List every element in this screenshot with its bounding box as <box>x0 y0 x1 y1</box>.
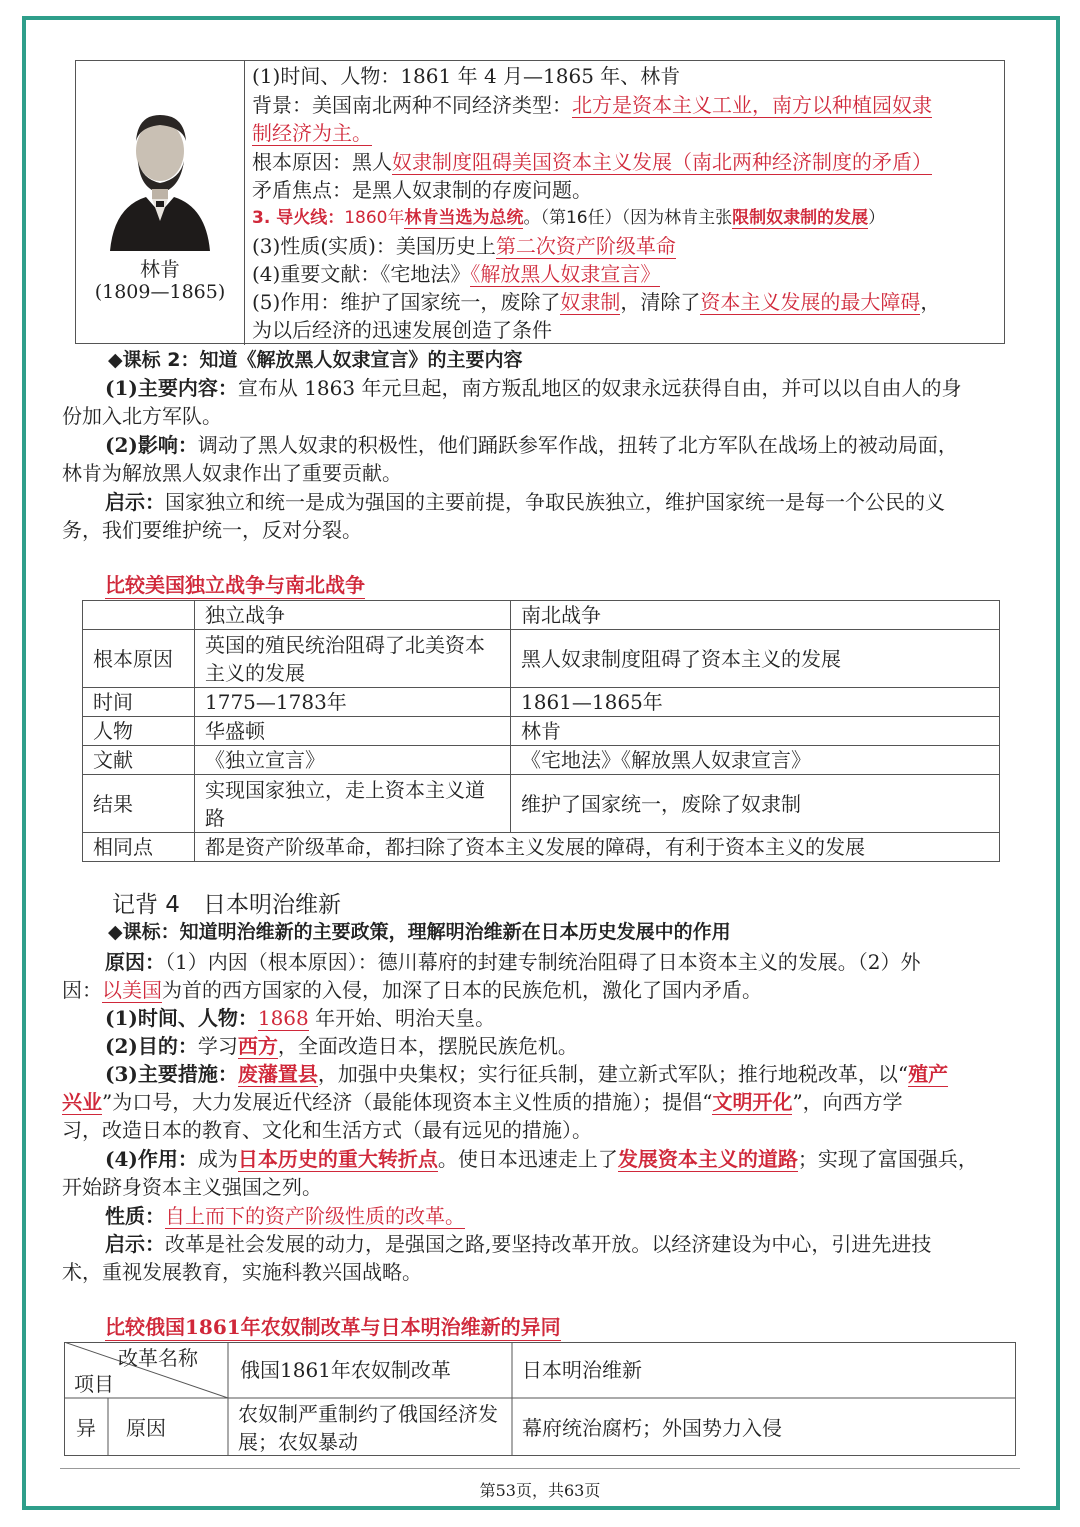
kb2-p3: 启示：国家独立和统一是成为强国的主要前提，争取民族独立，维护国家统一是每一个公民的义 <box>105 490 945 514</box>
cmp2-row-group: 异 <box>76 1416 96 1440</box>
top-line-6: 3. 导火线：1860年林肯当选为总统。（第16任）（因为林肯主张限制奴隶制的发展） <box>252 208 886 228</box>
table-row: 人物 华盛顿 林肯 <box>83 717 1000 746</box>
top-line-5: 矛盾焦点：是黑人奴隶制的存废问题。 <box>252 178 592 202</box>
section-heading: 记背 4 日本明治维新 <box>112 892 341 918</box>
sec4-measures-2: 兴业”为口号，大力发展近代经济（最能体现资本主义性质的措施）；提倡“文明开化”，向西方学 <box>62 1090 903 1114</box>
diag-header-top: 改革名称 <box>118 1346 198 1370</box>
cmp2-title: 比较俄国1861年农奴制改革与日本明治维新的异同 <box>105 1315 561 1339</box>
cmp2-header-1: 俄国1861年农奴制改革 <box>240 1358 451 1382</box>
page-number: 第53页，共63页 <box>479 1481 601 1500</box>
sec4-nature: 性质：自上而下的资产阶级性质的改革。 <box>105 1204 465 1228</box>
cmp2-header-2: 日本明治维新 <box>522 1358 642 1382</box>
sec4-measures-3: 习，改造日本的教育、文化和生活方式（最有远见的措施）。 <box>62 1118 592 1142</box>
sec4-measures-1: (3)主要措施：废藩置县，加强中央集权；实行征兵制，建立新式军队；推行地税改革，以“殖产 <box>105 1062 949 1086</box>
portrait-caption-years: (1809—1865) <box>94 281 226 303</box>
sec4-effect-1: (4)作用：成为日本历史的重大转折点。使日本迅速走上了发展资本主义的道路；实现了富国强兵， <box>105 1147 978 1171</box>
sec4-time: (1)时间、人物：1868 年开始、明治天皇。 <box>105 1006 496 1030</box>
cmp2-row-key: 原因 <box>126 1416 166 1440</box>
top-line-10: 为以后经济的迅速发展创造了条件 <box>252 318 552 342</box>
cmp2-table <box>64 1342 1016 1456</box>
portrait-caption-name: 林肯 <box>140 257 180 281</box>
top-line-7: (3)性质(实质)：美国历史上第二次资产阶级革命 <box>252 234 676 258</box>
kb2-p2-cont: 林肯为解放黑人奴隶作出了重要贡献。 <box>62 461 402 485</box>
sec4-insight-1: 启示：改革是社会发展的动力，是强国之路,要坚持改革开放。以经济建设为中心，引进先进技 <box>105 1232 932 1256</box>
footer-divider <box>60 1468 1020 1469</box>
table-row: 结果 实现国家独立，走上资本主义道路 维护了国家统一，废除了奴隶制 <box>83 775 1000 833</box>
table-row: 时间 1775—1783年 1861—1865年 <box>83 688 1000 717</box>
sec4-purpose: (2)目的：学习西方，全面改造日本，摆脱民族危机。 <box>105 1034 578 1058</box>
sec4-reason-1: 原因：（1）内因（根本原因）：德川幕府的封建专制统治阻碍了日本资本主义的发展。（2）外 <box>105 950 921 974</box>
diag-header-bottom: 项目 <box>74 1372 114 1396</box>
cmp2-row-b: 幕府统治腐朽；外国势力入侵 <box>522 1416 782 1440</box>
kb2-p1-cont: 份加入北方军队。 <box>62 404 222 428</box>
top-line-8: (4)重要文献：《宅地法》《解放黑人奴隶宣言》 <box>252 262 661 286</box>
top-line-9: (5)作用：维护了国家统一，废除了奴隶制，清除了资本主义发展的最大障碍， <box>252 290 941 314</box>
kb2-p1: (1)主要内容：宣布从 1863 年元旦起，南方叛乱地区的奴隶永远获得自由，并可以以自由人的身 <box>105 376 962 400</box>
sec4-kb: ◆课标：知道明治维新的主要政策，理解明治维新在日本历史发展中的作用 <box>108 921 731 943</box>
kb2-p2: (2)影响：调动了黑人奴隶的积极性，他们踊跃参军作战，扭转了北方军队在战场上的被动局面， <box>105 433 958 457</box>
top-line-1: (1)时间、人物：1861 年 4 月—1865 年、林肯 <box>252 64 681 88</box>
table-row: 根本原因 英国的殖民统治阻碍了北美资本主义的发展 黑人奴隶制度阻碍了资本主义的发展 <box>83 630 1000 688</box>
kb2-p3-cont: 务，我们要维护统一，反对分裂。 <box>62 518 362 542</box>
cmp1-table <box>82 600 1000 862</box>
table-row: 相同点 都是资产阶级革命，都扫除了资本主义发展的障碍，有利于资本主义的发展 <box>83 833 1000 862</box>
cmp1-title: 比较美国独立战争与南北战争 <box>105 573 365 597</box>
sec4-insight-2: 术，重视发展教育，实施科教兴国战略。 <box>62 1260 422 1284</box>
top-line-3: 制经济为主。 <box>252 121 372 145</box>
cmp2-row-a: 农奴制严重制约了俄国经济发展；农奴暴动 <box>238 1402 498 1454</box>
sec4-reason-2: 因：以美国为首的西方国家的入侵，加深了日本的民族危机，激化了国内矛盾。 <box>62 978 762 1002</box>
table-row: 独立战争 南北战争 <box>83 601 1000 630</box>
sec4-effect-2: 开始跻身资本主义强国之列。 <box>62 1175 322 1199</box>
lincoln-portrait-icon <box>106 103 214 251</box>
top-line-2: 背景：美国南北两种不同经济类型：北方是资本主义工业，南方以种植园奴隶 <box>252 93 932 117</box>
table-row: 文献 《独立宣言》 《宅地法》《解放黑人奴隶宣言》 <box>83 746 1000 775</box>
kb2-title: ◆课标 2：知道《解放黑人奴隶宣言》的主要内容 <box>108 349 523 371</box>
top-line-4: 根本原因：黑人奴隶制度阻碍美国资本主义发展（南北两种经济制度的矛盾） <box>252 150 932 174</box>
